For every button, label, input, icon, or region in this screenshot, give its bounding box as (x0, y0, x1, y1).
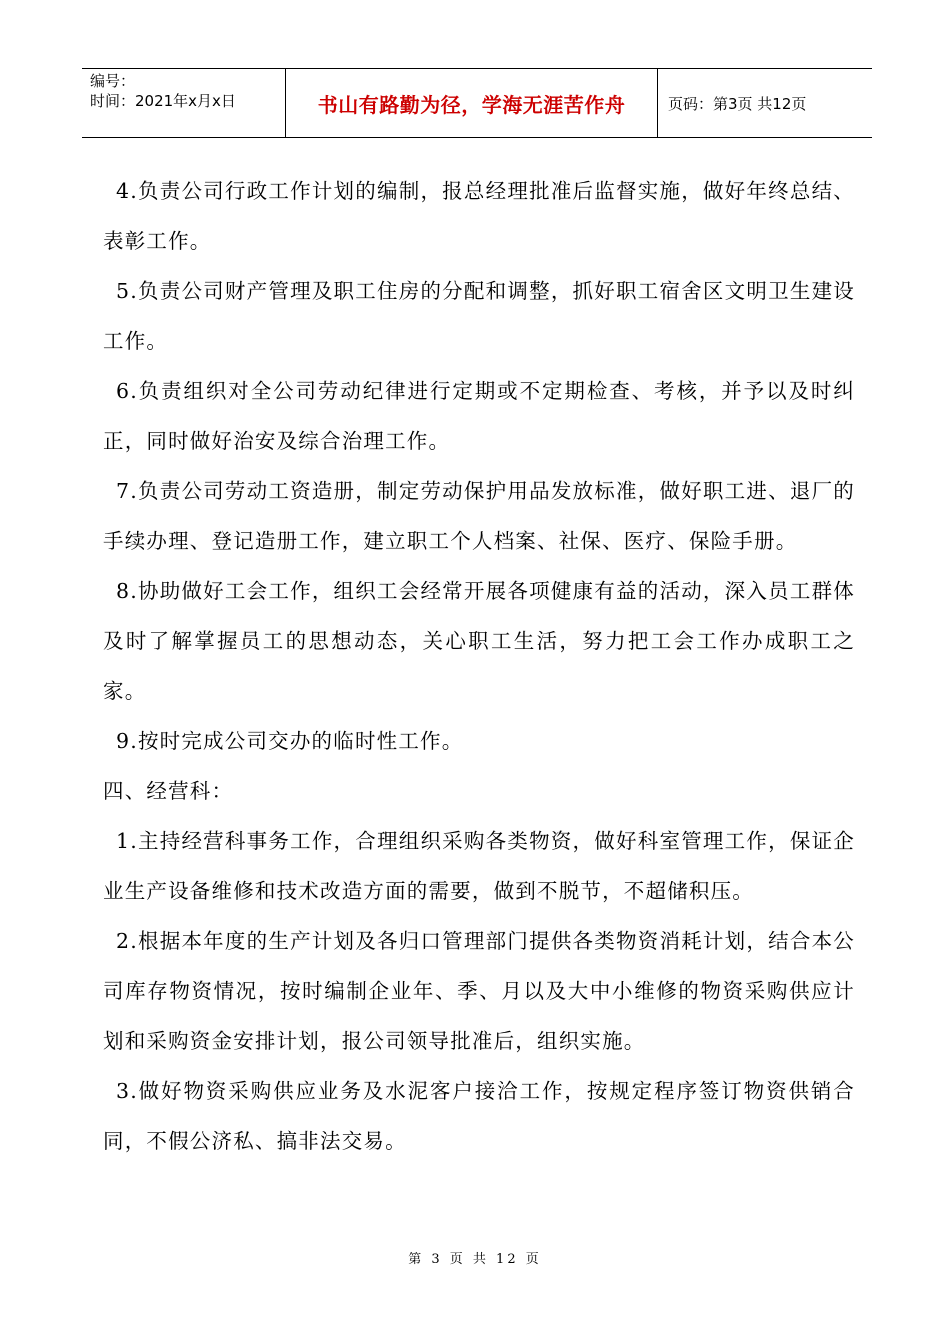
paragraph: 2.根据本年度的生产计划及各归口管理部门提供各类物资消耗计划，结合本公司库存物资情况，按时编制企业年、季、月以及大中小维修的物资采购供应计划和采购资金安排计划，报公司领导批准后，组织实施。 (103, 929, 855, 1053)
paragraph: 7.负责公司劳动工资造册，制定劳动保护用品发放标准，做好职工进、退厂的手续办理、登记造册工作，建立职工个人档案、社保、医疗、保险手册。 (103, 479, 855, 553)
header-motto: 书山有路勤为径，学海无涯苦作舟 (285, 69, 658, 137)
header-page-label: 页码：第3页 共12页 (668, 94, 807, 113)
paragraph: 5.负责公司财产管理及职工住房的分配和调整，抓好职工宿舍区文明卫生建设工作。 (103, 279, 855, 353)
paragraph: 4.负责公司行政工作计划的编制，报总经理批准后监督实施，做好年终总结、表彰工作。 (103, 179, 855, 253)
paragraph: 6.负责组织对全公司劳动纪律进行定期或不定期检查、考核，并予以及时纠正，同时做好治安及综合治理工作。 (103, 379, 855, 453)
paragraph: 8.协助做好工会工作，组织工会经常开展各项健康有益的活动，深入员工群体及时了解掌握员工的思想动态，关心职工生活，努力把工会工作办成职工之家。 (103, 579, 855, 703)
paragraph: 9.按时完成公司交办的临时性工作。 (116, 729, 464, 753)
page-footer: 第 3 页 共 12 页 (408, 1252, 542, 1267)
section-heading: 四、经营科： (103, 779, 234, 803)
paragraph: 1.主持经营科事务工作，合理组织采购各类物资，做好科室管理工作，保证企业生产设备维修和技术改造方面的需要，做到不脱节，不超储积压。 (103, 829, 855, 903)
header-meta (82, 69, 285, 137)
document-number-label: 编号： (90, 72, 136, 90)
document-time-label: 时间：2021年x月x日 (90, 92, 236, 110)
paragraph: 3.做好物资采购供应业务及水泥客户接洽工作，按规定程序签订物资供销合同，不假公济私、搞非法交易。 (103, 1079, 855, 1153)
page-header (82, 68, 872, 138)
document-body (103, 166, 855, 1166)
